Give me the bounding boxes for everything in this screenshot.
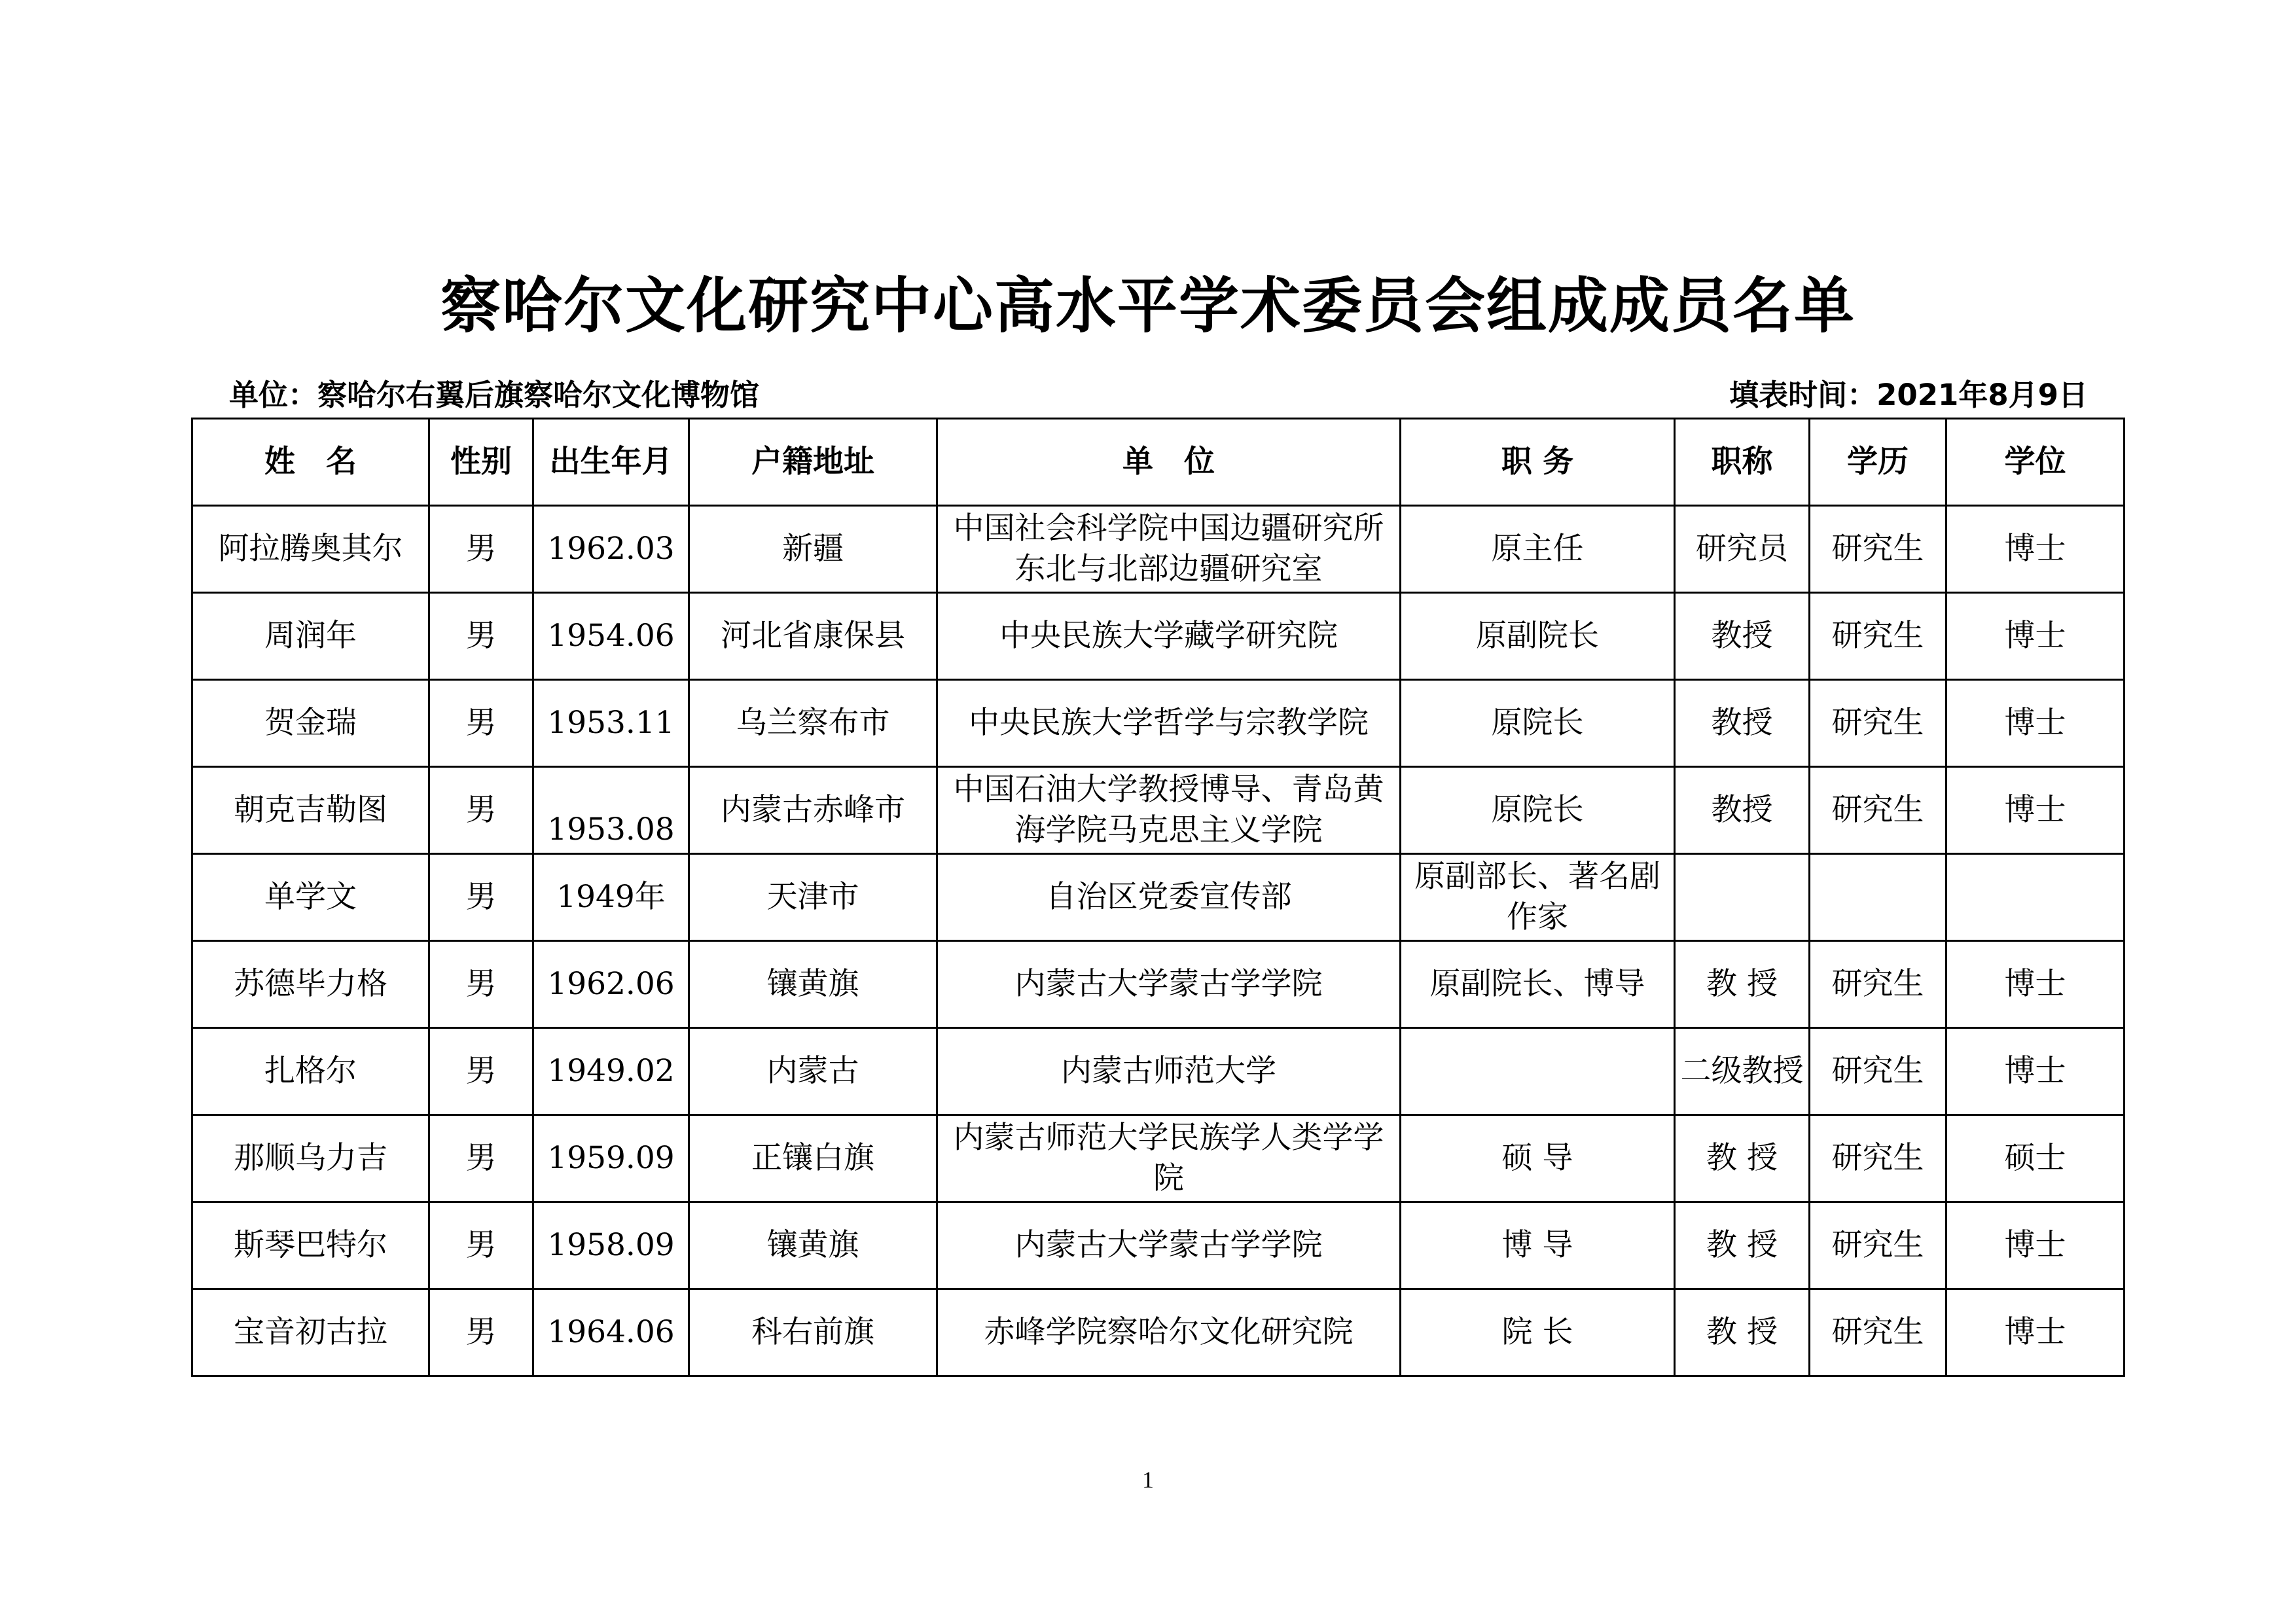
- cell-hometown: 科右前旗: [689, 1289, 937, 1376]
- cell-unit: 中央民族大学藏学研究院: [937, 593, 1401, 680]
- cell-post: 原副院长、博导: [1401, 941, 1675, 1028]
- cell-title: [1675, 854, 1810, 941]
- cell-gender: 男: [429, 593, 533, 680]
- table-row: [192, 1115, 2125, 1202]
- cell-title: 教 授: [1675, 941, 1810, 1028]
- cell-unit: 中央民族大学哲学与宗教学院: [937, 680, 1401, 767]
- cell-degree: 硕士: [1946, 1115, 2125, 1202]
- cell-unit: 内蒙古师范大学民族学人类学学院: [937, 1115, 1401, 1202]
- cell-degree: 博士: [1946, 767, 2125, 854]
- cell-name: 贺金瑞: [192, 680, 429, 767]
- cell-name: 斯琴巴特尔: [192, 1202, 429, 1289]
- cell-degree: 博士: [1946, 1028, 2125, 1115]
- cell-degree: 博士: [1946, 593, 2125, 680]
- header-birth: 出生年月: [533, 419, 689, 506]
- cell-post: [1401, 1028, 1675, 1115]
- cell-education: 研究生: [1810, 941, 1946, 1028]
- cell-gender: 男: [429, 1115, 533, 1202]
- cell-title: 教授: [1675, 767, 1810, 854]
- cell-name: 苏德毕力格: [192, 941, 429, 1028]
- unit-label: 单位：察哈尔右翼后旗察哈尔文化博物馆: [229, 378, 760, 412]
- cell-gender: 男: [429, 1028, 533, 1115]
- cell-gender: 男: [429, 941, 533, 1028]
- table-row: [192, 854, 2125, 941]
- header-degree: 学位: [1946, 419, 2125, 506]
- cell-hometown: 内蒙古赤峰市: [689, 767, 937, 854]
- cell-gender: 男: [429, 506, 533, 593]
- cell-birth: 1953.11: [533, 680, 689, 767]
- page-number: 1: [1142, 1467, 1154, 1493]
- cell-birth: 1949年: [533, 854, 689, 941]
- cell-unit: 内蒙古师范大学: [937, 1028, 1401, 1115]
- header-gender: 性别: [429, 419, 533, 506]
- table-row: [192, 593, 2125, 680]
- cell-birth: 1964.06: [533, 1289, 689, 1376]
- page-title: 察哈尔文化研究中心高水平学术委员会组成成员名单: [440, 271, 1856, 341]
- header-post: 职 务: [1401, 419, 1675, 506]
- cell-post: 博 导: [1401, 1202, 1675, 1289]
- header-row: [192, 419, 2125, 506]
- table-row: [192, 1289, 2125, 1376]
- cell-birth: 1958.09: [533, 1202, 689, 1289]
- cell-title: 二级教授: [1675, 1028, 1810, 1115]
- cell-title: 教授: [1675, 593, 1810, 680]
- cell-degree: 博士: [1946, 1202, 2125, 1289]
- cell-hometown: 镶黄旗: [689, 941, 937, 1028]
- cell-gender: 男: [429, 767, 533, 854]
- cell-education: 研究生: [1810, 767, 1946, 854]
- cell-birth: 1953.08: [533, 767, 689, 854]
- cell-gender: 男: [429, 854, 533, 941]
- cell-education: 研究生: [1810, 593, 1946, 680]
- cell-name: 阿拉腾奥其尔: [192, 506, 429, 593]
- fill-date: 填表时间：2021年8月9日: [1729, 378, 2088, 412]
- cell-post: 原主任: [1401, 506, 1675, 593]
- table-row: [192, 506, 2125, 593]
- cell-degree: 博士: [1946, 941, 2125, 1028]
- cell-hometown: 天津市: [689, 854, 937, 941]
- cell-unit: 内蒙古大学蒙古学学院: [937, 941, 1401, 1028]
- table-row: [192, 767, 2125, 854]
- cell-birth: 1959.09: [533, 1115, 689, 1202]
- cell-title: 教授: [1675, 680, 1810, 767]
- cell-unit: 自治区党委宣传部: [937, 854, 1401, 941]
- cell-hometown: 新疆: [689, 506, 937, 593]
- cell-post: 原院长: [1401, 680, 1675, 767]
- cell-name: 扎格尔: [192, 1028, 429, 1115]
- cell-birth: 1954.06: [533, 593, 689, 680]
- cell-hometown: 内蒙古: [689, 1028, 937, 1115]
- header-hometown: 户籍地址: [689, 419, 937, 506]
- cell-post: 原副部长、著名剧作家: [1401, 854, 1675, 941]
- cell-hometown: 正镶白旗: [689, 1115, 937, 1202]
- cell-title: 教 授: [1675, 1289, 1810, 1376]
- member-table: [191, 418, 2125, 1377]
- cell-education: [1810, 854, 1946, 941]
- cell-birth: 1962.03: [533, 506, 689, 593]
- cell-degree: 博士: [1946, 506, 2125, 593]
- header-education: 学历: [1810, 419, 1946, 506]
- cell-unit: 赤峰学院察哈尔文化研究院: [937, 1289, 1401, 1376]
- cell-birth: 1962.06: [533, 941, 689, 1028]
- cell-education: 研究生: [1810, 506, 1946, 593]
- cell-post: 硕 导: [1401, 1115, 1675, 1202]
- cell-degree: 博士: [1946, 680, 2125, 767]
- header-name: 姓 名: [192, 419, 429, 506]
- table-row: [192, 680, 2125, 767]
- header-title: 职称: [1675, 419, 1810, 506]
- cell-name: 单学文: [192, 854, 429, 941]
- cell-post: 院 长: [1401, 1289, 1675, 1376]
- cell-title: 教 授: [1675, 1115, 1810, 1202]
- cell-degree: 博士: [1946, 1289, 2125, 1376]
- cell-hometown: 河北省康保县: [689, 593, 937, 680]
- cell-title: 教 授: [1675, 1202, 1810, 1289]
- cell-title: 研究员: [1675, 506, 1810, 593]
- cell-education: 研究生: [1810, 1202, 1946, 1289]
- cell-unit: 内蒙古大学蒙古学学院: [937, 1202, 1401, 1289]
- cell-education: 研究生: [1810, 1115, 1946, 1202]
- cell-education: 研究生: [1810, 680, 1946, 767]
- cell-gender: 男: [429, 1202, 533, 1289]
- table-row: [192, 1202, 2125, 1289]
- cell-name: 周润年: [192, 593, 429, 680]
- cell-gender: 男: [429, 1289, 533, 1376]
- cell-gender: 男: [429, 680, 533, 767]
- cell-hometown: 乌兰察布市: [689, 680, 937, 767]
- table-row: [192, 1028, 2125, 1115]
- cell-name: 朝克吉勒图: [192, 767, 429, 854]
- cell-education: 研究生: [1810, 1028, 1946, 1115]
- cell-unit: 中国社会科学院中国边疆研究所东北与北部边疆研究室: [937, 506, 1401, 593]
- cell-education: 研究生: [1810, 1289, 1946, 1376]
- table-row: [192, 941, 2125, 1028]
- cell-birth: 1949.02: [533, 1028, 689, 1115]
- cell-unit: 中国石油大学教授博导、青岛黄海学院马克思主义学院: [937, 767, 1401, 854]
- header-unit: 单 位: [937, 419, 1401, 506]
- cell-hometown: 镶黄旗: [689, 1202, 937, 1289]
- cell-name: 那顺乌力吉: [192, 1115, 429, 1202]
- cell-post: 原院长: [1401, 767, 1675, 854]
- cell-name: 宝音初古拉: [192, 1289, 429, 1376]
- cell-post: 原副院长: [1401, 593, 1675, 680]
- cell-degree: [1946, 854, 2125, 941]
